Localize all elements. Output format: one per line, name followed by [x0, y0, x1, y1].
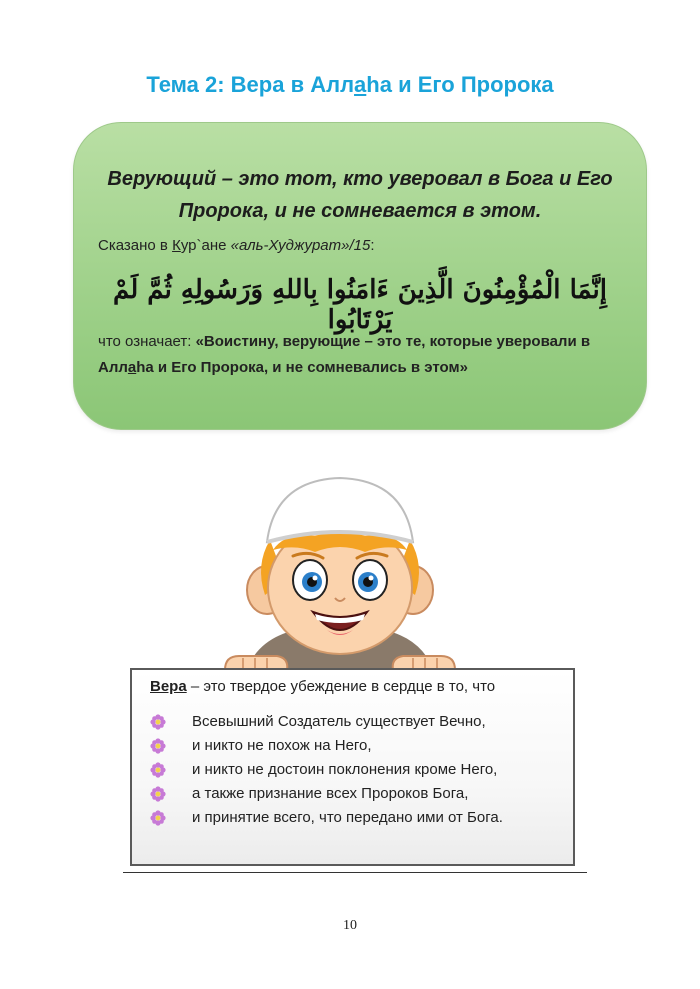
faith-bullet-list — [148, 710, 503, 830]
list-item: и никто не похож на Него, — [148, 734, 503, 758]
footer-divider — [123, 872, 587, 873]
list-item: а также признание всех Пророков Бога, — [148, 782, 503, 806]
flower-bullet-icon — [150, 786, 166, 802]
flower-bullet-icon — [150, 714, 166, 730]
list-item: Всевышний Создатель существует Вечно, — [148, 710, 503, 734]
definition-text: Верующий – это тот, кто уверовал в Бога и Его Пророка, и не сомневается в этом. — [107, 168, 613, 222]
surah-name: «аль-Худжурат»/15 — [230, 237, 371, 254]
faith-definition-intro: Вера – это твердое убеждение в сердце в то, что — [150, 678, 496, 695]
flower-bullet-icon — [150, 810, 166, 826]
definition-box — [73, 122, 647, 430]
flower-bullet-icon — [150, 762, 166, 778]
verse-translation: что означает: «Воистину, верующие – это те, которые уверовали в Аллаhа и Его Пророка, и не сомневались в этом» — [98, 333, 591, 376]
faith-definition-panel — [130, 668, 575, 866]
boy-illustration — [185, 470, 495, 675]
quran-reference: Сказано в Кур`ане «аль-Худжурат»/15: — [98, 237, 375, 254]
list-item: и никто не достоин поклонения кроме Него, — [148, 758, 503, 782]
arabic-verse: إِنَّمَا الْمُؤْمِنُونَ الَّذِينَ ءَامَنُوا بِاللهِ وَرَسُولِهِ ثُمَّ لَمْ يَرْتَابُوا — [113, 275, 607, 335]
page-title: Тема 2: Вера в Аллаhа и Его Пророка — [146, 72, 554, 97]
flower-bullet-icon — [150, 738, 166, 754]
page-number: 10 — [343, 918, 357, 933]
faith-term: Вера — [150, 678, 187, 695]
list-item: и принятие всего, что передано ими от Бога. — [148, 806, 503, 830]
